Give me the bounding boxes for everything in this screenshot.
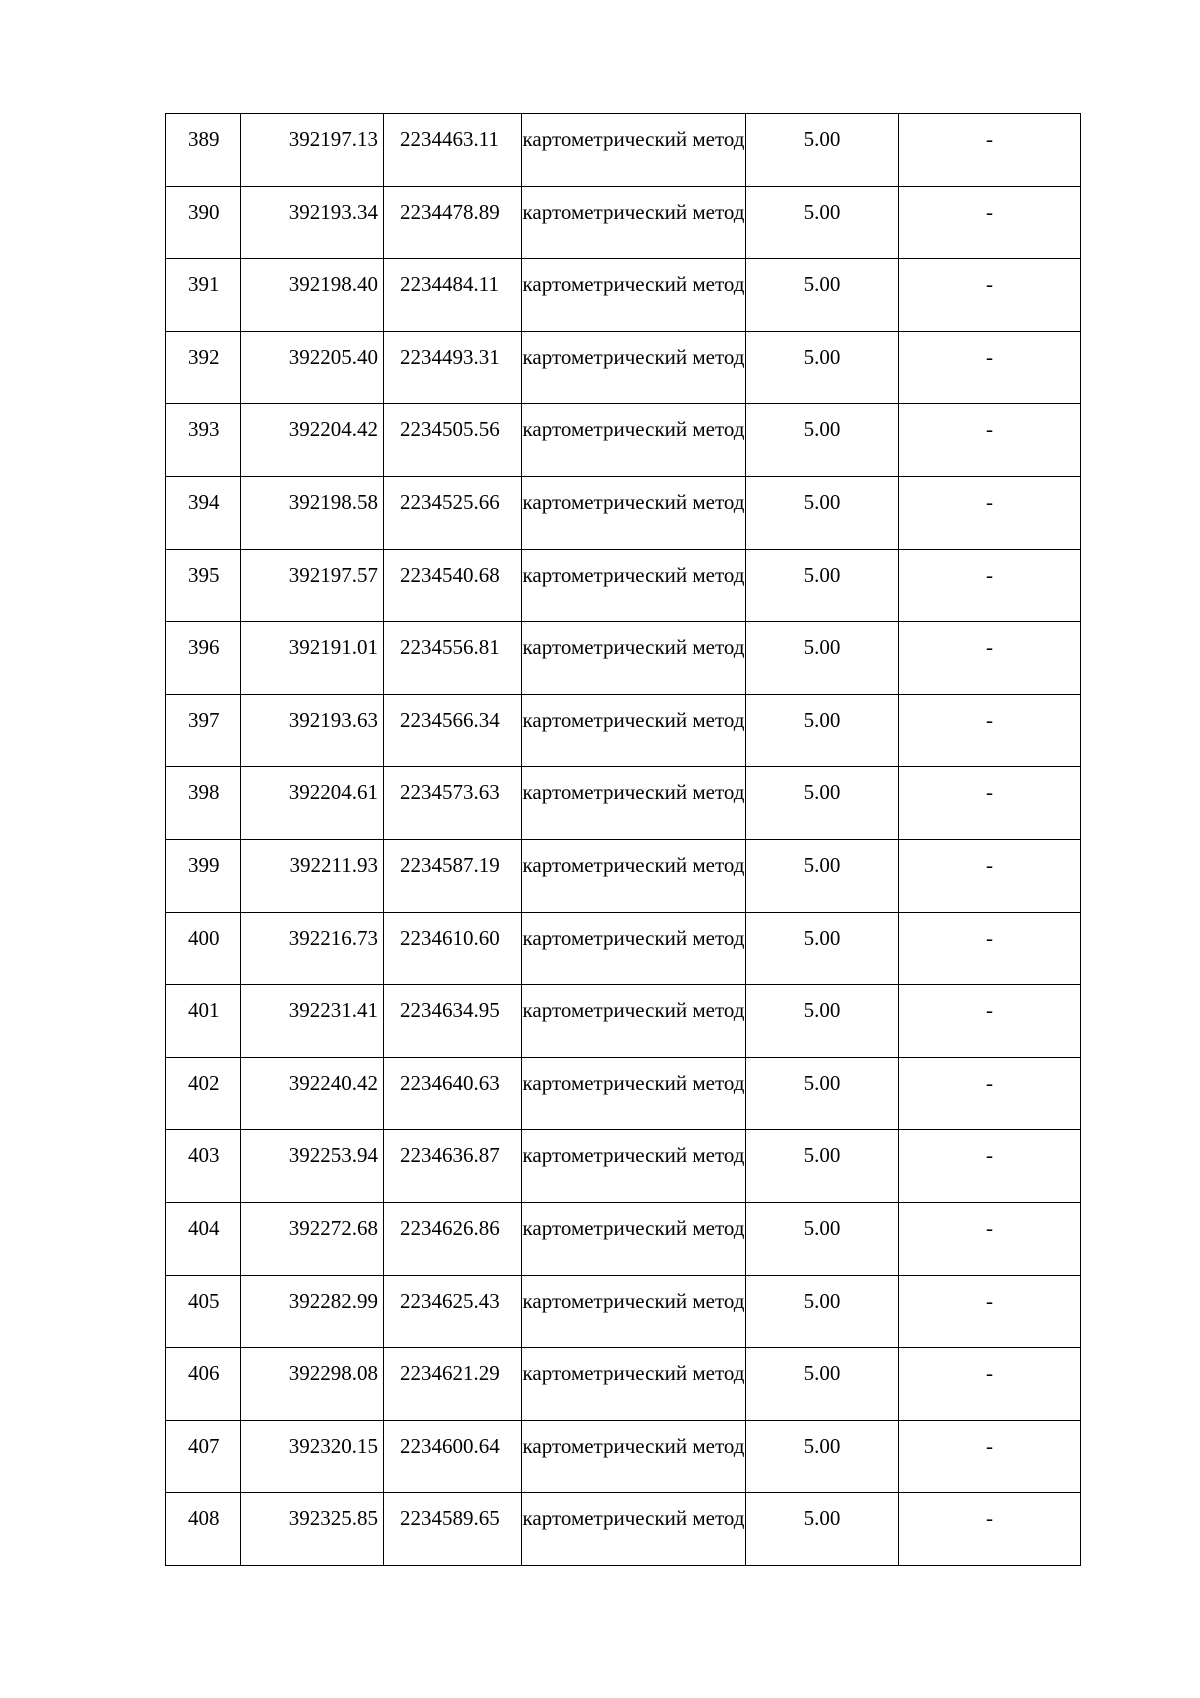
x-coordinate-cell bbox=[241, 1057, 384, 1130]
point-number-cell bbox=[166, 1420, 241, 1493]
note-cell bbox=[899, 622, 1081, 695]
x-coordinate-cell bbox=[241, 1130, 384, 1203]
y-coordinate-cell-text: 2234600.64 bbox=[400, 1433, 500, 1458]
y-coordinate-cell bbox=[384, 1275, 522, 1348]
accuracy-cell bbox=[746, 549, 899, 622]
x-coordinate-cell bbox=[241, 114, 384, 187]
note-cell bbox=[899, 259, 1081, 332]
note-cell bbox=[899, 1348, 1081, 1421]
point-number-cell-text: 404 bbox=[188, 1215, 220, 1240]
point-number-cell bbox=[166, 767, 241, 840]
method-cell-text: картометрический метод bbox=[522, 1506, 745, 1531]
table-row bbox=[166, 114, 1081, 187]
note-cell-text: - bbox=[986, 1070, 993, 1095]
y-coordinate-cell-text: 2234566.34 bbox=[400, 707, 500, 732]
method-cell bbox=[522, 1420, 746, 1493]
point-number-cell-text: 398 bbox=[188, 780, 220, 805]
y-coordinate-cell-text: 2234556.81 bbox=[400, 635, 500, 660]
x-coordinate-cell bbox=[241, 912, 384, 985]
note-cell-text: - bbox=[986, 780, 993, 805]
note-cell bbox=[899, 1130, 1081, 1203]
method-cell-text: картометрический метод bbox=[522, 1288, 745, 1313]
y-coordinate-cell-text: 2234484.11 bbox=[400, 272, 499, 297]
note-cell-text: - bbox=[986, 127, 993, 151]
point-number-cell-text: 395 bbox=[188, 562, 220, 587]
accuracy-cell bbox=[746, 622, 899, 695]
y-coordinate-cell bbox=[384, 1202, 522, 1275]
method-cell-text: картометрический метод bbox=[522, 272, 745, 297]
table-row bbox=[166, 1493, 1081, 1566]
table-row bbox=[166, 1348, 1081, 1421]
point-number-cell bbox=[166, 1348, 241, 1421]
method-cell-text: картометрический метод bbox=[522, 1215, 745, 1240]
method-cell bbox=[522, 1130, 746, 1203]
y-coordinate-cell bbox=[384, 186, 522, 259]
y-coordinate-cell-text: 2234573.63 bbox=[400, 780, 500, 805]
point-number-cell bbox=[166, 114, 241, 187]
y-coordinate-cell bbox=[384, 1420, 522, 1493]
y-coordinate-cell bbox=[384, 331, 522, 404]
table-row bbox=[166, 1420, 1081, 1493]
x-coordinate-cell bbox=[241, 985, 384, 1058]
x-coordinate-cell bbox=[241, 839, 384, 912]
x-coordinate-cell-text: 392298.08 bbox=[288, 1361, 378, 1386]
x-coordinate-cell-text: 392211.93 bbox=[289, 852, 378, 877]
note-cell bbox=[899, 1493, 1081, 1566]
y-coordinate-cell-text: 2234626.86 bbox=[400, 1215, 500, 1240]
note-cell-text: - bbox=[986, 417, 993, 442]
note-cell-text: - bbox=[986, 925, 993, 950]
method-cell bbox=[522, 476, 746, 549]
point-number-cell-text: 393 bbox=[188, 417, 220, 442]
method-cell bbox=[522, 1275, 746, 1348]
accuracy-cell bbox=[746, 476, 899, 549]
method-cell bbox=[522, 767, 746, 840]
accuracy-cell bbox=[746, 1130, 899, 1203]
note-cell-text: - bbox=[986, 1215, 993, 1240]
y-coordinate-cell bbox=[384, 694, 522, 767]
method-cell-text: картометрический метод bbox=[522, 998, 745, 1023]
y-coordinate-cell-text: 2234540.68 bbox=[400, 562, 500, 587]
method-cell bbox=[522, 622, 746, 695]
accuracy-cell-text: 5.00 bbox=[803, 780, 841, 805]
y-coordinate-cell bbox=[384, 839, 522, 912]
note-cell-text: - bbox=[986, 1143, 993, 1168]
method-cell-text: картометрический метод bbox=[522, 925, 745, 950]
accuracy-cell-text: 5.00 bbox=[803, 127, 841, 151]
accuracy-cell-text: 5.00 bbox=[803, 998, 841, 1023]
note-cell-text: - bbox=[986, 1433, 993, 1458]
method-cell-text: картометрический метод bbox=[522, 1361, 745, 1386]
point-number-cell-text: 400 bbox=[188, 925, 220, 950]
y-coordinate-cell bbox=[384, 549, 522, 622]
point-number-cell-text: 406 bbox=[188, 1361, 220, 1386]
x-coordinate-cell-text: 392216.73 bbox=[288, 925, 378, 950]
x-coordinate-cell bbox=[241, 259, 384, 332]
table-row bbox=[166, 476, 1081, 549]
y-coordinate-cell bbox=[384, 404, 522, 477]
accuracy-cell bbox=[746, 1275, 899, 1348]
note-cell bbox=[899, 1202, 1081, 1275]
point-number-cell bbox=[166, 1202, 241, 1275]
point-number-cell-text: 408 bbox=[188, 1506, 220, 1531]
accuracy-cell-text: 5.00 bbox=[803, 489, 841, 514]
x-coordinate-cell-text: 392204.61 bbox=[288, 780, 378, 805]
method-cell-text: картометрический метод bbox=[522, 852, 745, 877]
note-cell bbox=[899, 186, 1081, 259]
x-coordinate-cell bbox=[241, 476, 384, 549]
y-coordinate-cell bbox=[384, 1493, 522, 1566]
x-coordinate-cell-text: 392253.94 bbox=[288, 1143, 378, 1168]
point-number-cell bbox=[166, 259, 241, 332]
method-cell-text: картометрический метод bbox=[522, 707, 745, 732]
method-cell bbox=[522, 839, 746, 912]
note-cell-text: - bbox=[986, 489, 993, 514]
x-coordinate-cell bbox=[241, 1493, 384, 1566]
table-row bbox=[166, 985, 1081, 1058]
accuracy-cell bbox=[746, 331, 899, 404]
accuracy-cell bbox=[746, 694, 899, 767]
x-coordinate-cell bbox=[241, 1420, 384, 1493]
note-cell-text: - bbox=[986, 1361, 993, 1386]
x-coordinate-cell bbox=[241, 1348, 384, 1421]
accuracy-cell bbox=[746, 912, 899, 985]
point-number-cell-text: 407 bbox=[188, 1433, 220, 1458]
x-coordinate-cell-text: 392205.40 bbox=[288, 344, 378, 369]
y-coordinate-cell-text: 2234621.29 bbox=[400, 1361, 500, 1386]
note-cell bbox=[899, 694, 1081, 767]
x-coordinate-cell-text: 392191.01 bbox=[288, 635, 378, 660]
y-coordinate-cell-text: 2234610.60 bbox=[400, 925, 500, 950]
note-cell-text: - bbox=[986, 1288, 993, 1313]
accuracy-cell-text: 5.00 bbox=[803, 344, 841, 369]
y-coordinate-cell-text: 2234493.31 bbox=[400, 344, 500, 369]
note-cell-text: - bbox=[986, 1506, 993, 1531]
point-number-cell-text: 390 bbox=[188, 199, 220, 224]
accuracy-cell-text: 5.00 bbox=[803, 1070, 841, 1095]
note-cell-text: - bbox=[986, 562, 993, 587]
note-cell bbox=[899, 114, 1081, 187]
accuracy-cell bbox=[746, 404, 899, 477]
y-coordinate-cell-text: 2234525.66 bbox=[400, 489, 500, 514]
x-coordinate-cell-text: 392204.42 bbox=[288, 417, 378, 442]
method-cell-text: картометрический метод bbox=[522, 344, 745, 369]
accuracy-cell bbox=[746, 767, 899, 840]
point-number-cell bbox=[166, 549, 241, 622]
method-cell bbox=[522, 549, 746, 622]
x-coordinate-cell-text: 392198.40 bbox=[288, 272, 378, 297]
method-cell-text: картометрический метод bbox=[522, 780, 745, 805]
note-cell-text: - bbox=[986, 635, 993, 660]
accuracy-cell bbox=[746, 1202, 899, 1275]
method-cell-text: картометрический метод bbox=[522, 562, 745, 587]
accuracy-cell-text: 5.00 bbox=[803, 1215, 841, 1240]
method-cell-text: картометрический метод bbox=[522, 635, 745, 660]
note-cell bbox=[899, 1057, 1081, 1130]
y-coordinate-cell-text: 2234589.65 bbox=[400, 1506, 500, 1531]
accuracy-cell bbox=[746, 1057, 899, 1130]
note-cell bbox=[899, 549, 1081, 622]
x-coordinate-cell-text: 392197.13 bbox=[288, 127, 378, 151]
note-cell bbox=[899, 985, 1081, 1058]
accuracy-cell-text: 5.00 bbox=[803, 1506, 841, 1531]
table-row bbox=[166, 622, 1081, 695]
x-coordinate-cell bbox=[241, 1275, 384, 1348]
point-number-cell bbox=[166, 186, 241, 259]
point-number-cell-text: 392 bbox=[188, 344, 220, 369]
point-number-cell bbox=[166, 476, 241, 549]
table-row bbox=[166, 404, 1081, 477]
table-row bbox=[166, 767, 1081, 840]
accuracy-cell-text: 5.00 bbox=[803, 707, 841, 732]
y-coordinate-cell bbox=[384, 1130, 522, 1203]
y-coordinate-cell-text: 2234640.63 bbox=[400, 1070, 500, 1095]
y-coordinate-cell bbox=[384, 476, 522, 549]
x-coordinate-cell-text: 392282.99 bbox=[288, 1288, 378, 1313]
accuracy-cell-text: 5.00 bbox=[803, 1143, 841, 1168]
x-coordinate-cell-text: 392231.41 bbox=[288, 998, 378, 1023]
method-cell bbox=[522, 1202, 746, 1275]
accuracy-cell bbox=[746, 839, 899, 912]
method-cell bbox=[522, 259, 746, 332]
y-coordinate-cell bbox=[384, 1057, 522, 1130]
note-cell bbox=[899, 331, 1081, 404]
coordinates-table bbox=[165, 113, 1081, 1566]
accuracy-cell bbox=[746, 186, 899, 259]
y-coordinate-cell-text: 2234625.43 bbox=[400, 1288, 500, 1313]
table-row bbox=[166, 1130, 1081, 1203]
x-coordinate-cell bbox=[241, 767, 384, 840]
method-cell bbox=[522, 114, 746, 187]
accuracy-cell-text: 5.00 bbox=[803, 562, 841, 587]
method-cell bbox=[522, 1057, 746, 1130]
accuracy-cell bbox=[746, 1348, 899, 1421]
x-coordinate-cell-text: 392197.57 bbox=[288, 562, 378, 587]
note-cell-text: - bbox=[986, 199, 993, 224]
x-coordinate-cell bbox=[241, 549, 384, 622]
y-coordinate-cell bbox=[384, 622, 522, 695]
note-cell-text: - bbox=[986, 852, 993, 877]
point-number-cell-text: 389 bbox=[188, 127, 220, 151]
point-number-cell bbox=[166, 1057, 241, 1130]
note-cell bbox=[899, 767, 1081, 840]
accuracy-cell bbox=[746, 114, 899, 187]
point-number-cell bbox=[166, 839, 241, 912]
table-row bbox=[166, 912, 1081, 985]
y-coordinate-cell bbox=[384, 259, 522, 332]
x-coordinate-cell bbox=[241, 404, 384, 477]
method-cell bbox=[522, 912, 746, 985]
method-cell bbox=[522, 186, 746, 259]
point-number-cell bbox=[166, 694, 241, 767]
point-number-cell bbox=[166, 331, 241, 404]
coordinates-table-body bbox=[166, 114, 1081, 1566]
accuracy-cell-text: 5.00 bbox=[803, 272, 841, 297]
x-coordinate-cell bbox=[241, 1202, 384, 1275]
note-cell bbox=[899, 1420, 1081, 1493]
table-row bbox=[166, 331, 1081, 404]
table-row bbox=[166, 549, 1081, 622]
table-row bbox=[166, 839, 1081, 912]
method-cell-text: картометрический метод bbox=[522, 417, 745, 442]
x-coordinate-cell-text: 392320.15 bbox=[288, 1433, 378, 1458]
note-cell bbox=[899, 1275, 1081, 1348]
point-number-cell bbox=[166, 404, 241, 477]
method-cell-text: картометрический метод bbox=[522, 1143, 745, 1168]
note-cell-text: - bbox=[986, 998, 993, 1023]
table-row bbox=[166, 259, 1081, 332]
table-row bbox=[166, 186, 1081, 259]
y-coordinate-cell-text: 2234634.95 bbox=[400, 998, 500, 1023]
x-coordinate-cell bbox=[241, 694, 384, 767]
table-row bbox=[166, 1202, 1081, 1275]
y-coordinate-cell-text: 2234587.19 bbox=[400, 852, 500, 877]
x-coordinate-cell-text: 392325.85 bbox=[288, 1506, 378, 1531]
y-coordinate-cell bbox=[384, 912, 522, 985]
method-cell bbox=[522, 404, 746, 477]
table-row bbox=[166, 1275, 1081, 1348]
point-number-cell bbox=[166, 912, 241, 985]
y-coordinate-cell bbox=[384, 1348, 522, 1421]
accuracy-cell-text: 5.00 bbox=[803, 1361, 841, 1386]
x-coordinate-cell-text: 392193.63 bbox=[288, 707, 378, 732]
accuracy-cell bbox=[746, 1493, 899, 1566]
method-cell-text: картометрический метод bbox=[522, 127, 745, 151]
accuracy-cell-text: 5.00 bbox=[803, 635, 841, 660]
accuracy-cell bbox=[746, 985, 899, 1058]
y-coordinate-cell bbox=[384, 985, 522, 1058]
x-coordinate-cell-text: 392240.42 bbox=[288, 1070, 378, 1095]
accuracy-cell-text: 5.00 bbox=[803, 1433, 841, 1458]
method-cell bbox=[522, 1493, 746, 1566]
x-coordinate-cell-text: 392198.58 bbox=[288, 489, 378, 514]
x-coordinate-cell-text: 392193.34 bbox=[288, 199, 378, 224]
y-coordinate-cell bbox=[384, 114, 522, 187]
table-row bbox=[166, 694, 1081, 767]
method-cell bbox=[522, 985, 746, 1058]
point-number-cell bbox=[166, 1130, 241, 1203]
method-cell-text: картометрический метод bbox=[522, 199, 745, 224]
note-cell-text: - bbox=[986, 707, 993, 732]
point-number-cell-text: 399 bbox=[188, 852, 220, 877]
accuracy-cell-text: 5.00 bbox=[803, 852, 841, 877]
method-cell bbox=[522, 694, 746, 767]
point-number-cell bbox=[166, 1493, 241, 1566]
y-coordinate-cell-text: 2234478.89 bbox=[400, 199, 500, 224]
accuracy-cell-text: 5.00 bbox=[803, 199, 841, 224]
accuracy-cell bbox=[746, 1420, 899, 1493]
x-coordinate-cell bbox=[241, 186, 384, 259]
x-coordinate-cell bbox=[241, 331, 384, 404]
y-coordinate-cell-text: 2234505.56 bbox=[400, 417, 500, 442]
point-number-cell-text: 401 bbox=[188, 998, 220, 1023]
y-coordinate-cell bbox=[384, 767, 522, 840]
point-number-cell-text: 394 bbox=[188, 489, 220, 514]
point-number-cell bbox=[166, 1275, 241, 1348]
y-coordinate-cell-text: 2234463.11 bbox=[400, 127, 499, 151]
point-number-cell bbox=[166, 985, 241, 1058]
point-number-cell-text: 391 bbox=[188, 272, 220, 297]
point-number-cell-text: 405 bbox=[188, 1288, 220, 1313]
point-number-cell-text: 396 bbox=[188, 635, 220, 660]
note-cell bbox=[899, 839, 1081, 912]
accuracy-cell bbox=[746, 259, 899, 332]
accuracy-cell-text: 5.00 bbox=[803, 1288, 841, 1313]
note-cell-text: - bbox=[986, 272, 993, 297]
point-number-cell bbox=[166, 622, 241, 695]
accuracy-cell-text: 5.00 bbox=[803, 417, 841, 442]
x-coordinate-cell bbox=[241, 622, 384, 695]
accuracy-cell-text: 5.00 bbox=[803, 925, 841, 950]
note-cell bbox=[899, 912, 1081, 985]
y-coordinate-cell-text: 2234636.87 bbox=[400, 1143, 500, 1168]
method-cell-text: картометрический метод bbox=[522, 1070, 745, 1095]
point-number-cell-text: 402 bbox=[188, 1070, 220, 1095]
method-cell bbox=[522, 331, 746, 404]
point-number-cell-text: 397 bbox=[188, 707, 220, 732]
note-cell-text: - bbox=[986, 344, 993, 369]
table-row bbox=[166, 1057, 1081, 1130]
method-cell-text: картометрический метод bbox=[522, 1433, 745, 1458]
method-cell-text: картометрический метод bbox=[522, 489, 745, 514]
method-cell bbox=[522, 1348, 746, 1421]
note-cell bbox=[899, 476, 1081, 549]
point-number-cell-text: 403 bbox=[188, 1143, 220, 1168]
note-cell bbox=[899, 404, 1081, 477]
x-coordinate-cell-text: 392272.68 bbox=[288, 1215, 378, 1240]
